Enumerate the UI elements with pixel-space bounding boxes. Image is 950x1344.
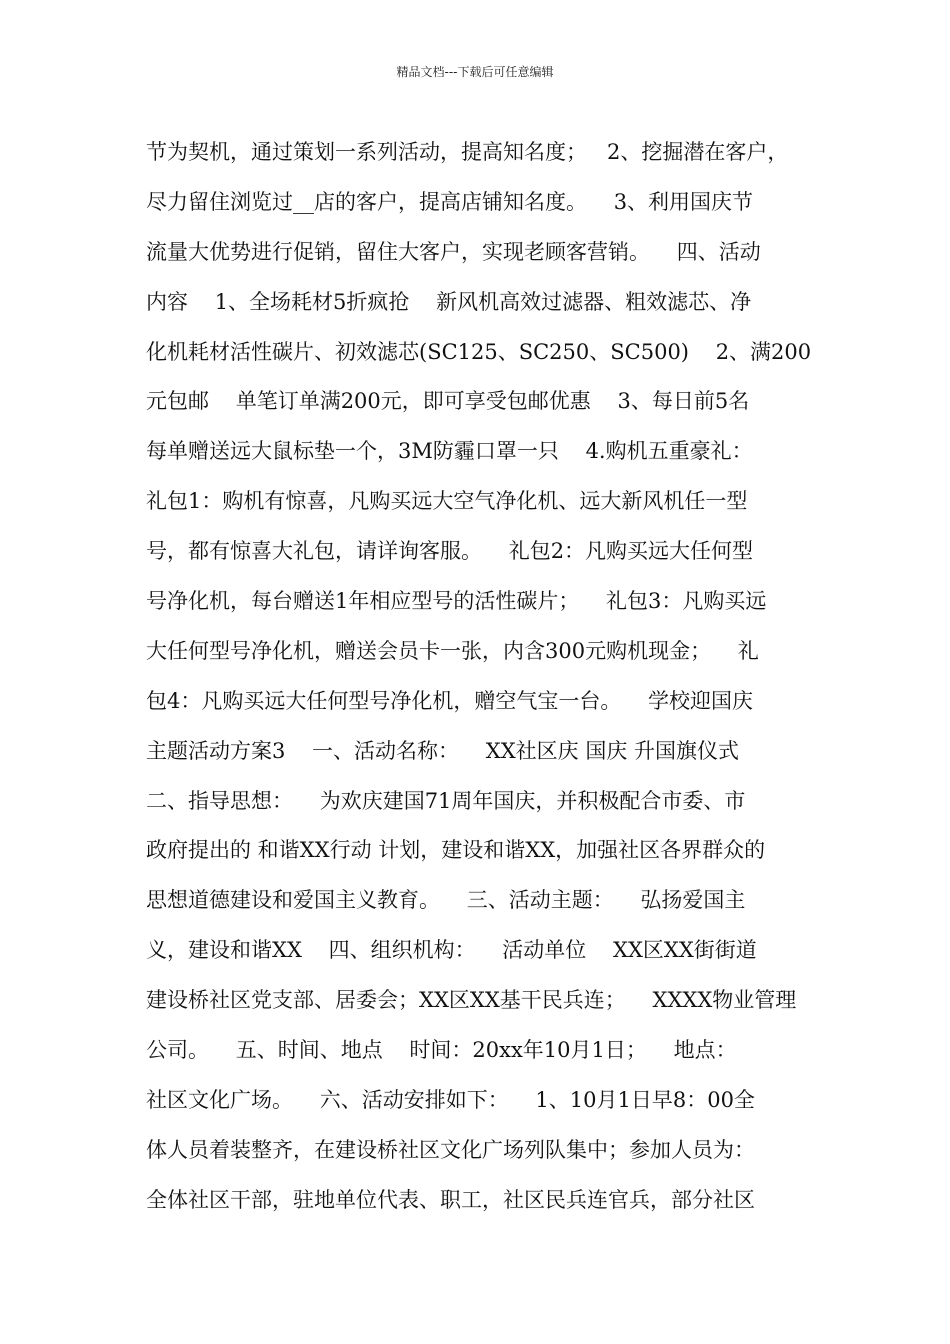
body-line: 建设桥社区党支部、居委会；XX区XX基干民兵连； XXXX物业管理 <box>146 988 797 1013</box>
body-line: 大任何型号净化机，赠送会员卡一张，内含300元购机现金； 礼 <box>146 638 759 663</box>
body-line: 全体社区干部，驻地单位代表、职工，社区民兵连官兵，部分社区 <box>146 1187 755 1212</box>
body-line: 主题活动方案3 一、活动名称： XX社区庆 国庆 升国旗仪式 <box>146 738 740 763</box>
body-line: 内容 1、全场耗材5折疯抢 新风机高效过滤器、粗效滤芯、净 <box>146 289 752 314</box>
body-line: 体人员着装整齐，在建设桥社区文化广场列队集中；参加人员为： <box>146 1137 755 1162</box>
body-line: 化机耗材活性碳片、初效滤芯(SC125、SC250、SC500) 2、满200 <box>146 339 812 364</box>
body-line: 号净化机，每台赠送1年相应型号的活性碳片； 礼包3：凡购买远 <box>146 589 767 614</box>
body-line: 义，建设和谐XX 四、组织机构： 活动单位 XX区XX街街道 <box>146 938 757 963</box>
body-line: 二、指导思想： 为欢庆建国71周年国庆，并积极配合市委、市 <box>146 788 746 813</box>
body-line: 礼包1：购机有惊喜，凡购买远大空气净化机、远大新风机任一型 <box>146 489 748 514</box>
body-line: 包4：凡购买远大任何型号净化机，赠空气宝一台。 学校迎国庆 <box>146 688 754 713</box>
body-line: 公司。 五、时间、地点 时间：20xx年10月1日； 地点： <box>146 1038 737 1063</box>
body-line: 思想道德建设和爱国主义教育。 三、活动主题： 弘扬爱国主 <box>146 888 746 913</box>
body-line: 尽力留住浏览过__店的客户，提高店铺知名度。 3、利用国庆节 <box>146 189 754 214</box>
page-header: 精品文档---下载后可任意编辑 <box>396 65 554 79</box>
body-line: 每单赠送远大鼠标垫一个，3M防霾口罩一只 4.购机五重豪礼： <box>146 439 753 464</box>
body-line: 节为契机，通过策划一系列活动，提高知名度； 2、挖掘潜在客户， <box>146 140 789 164</box>
body-line: 流量大优势进行促销，留住大客户，实现老顾客营销。 四、活动 <box>146 239 761 264</box>
document-body <box>146 128 826 1226</box>
body-line: 号，都有惊喜大礼包，请详询客服。 礼包2：凡购买远大任何型 <box>146 539 754 564</box>
body-line: 元包邮 单笔订单满200元，即可享受包邮优惠 3、每日前5名 <box>146 389 750 414</box>
body-line: 社区文化广场。 六、活动安排如下： 1、10月1日早8：00全 <box>146 1087 755 1112</box>
body-line: 政府提出的 和谐XX行动 计划，建设和谐XX，加强社区各界群众的 <box>146 838 766 863</box>
